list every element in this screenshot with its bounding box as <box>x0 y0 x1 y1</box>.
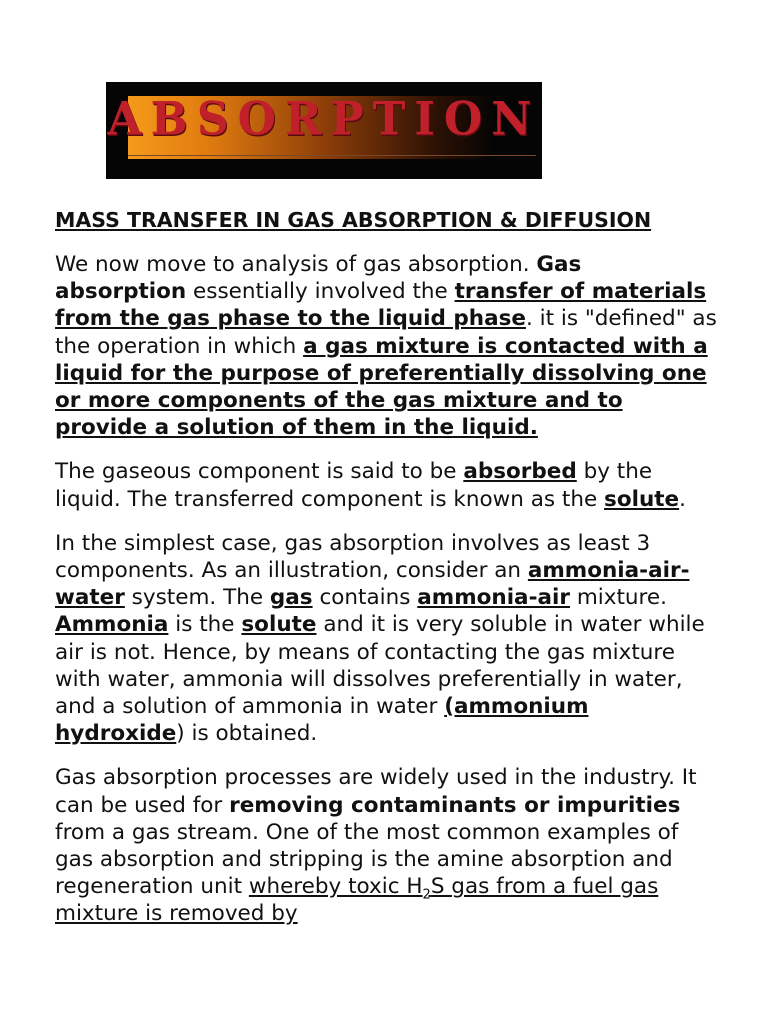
banner-title: ABSORPTION <box>107 92 541 147</box>
emphasis-term: solute <box>241 612 317 638</box>
text: and it is very soluble in water while air is not. Hence, by means of contacting the gas mixture with water, ammonia will dissolves preferentially in water, and a solution of ammonia in water <box>55 612 705 720</box>
document-title: MASS TRANSFER IN GAS ABSORPTION & DIFFUSION <box>55 208 652 232</box>
paragraph-example <box>55 530 719 748</box>
text: Gas absorption processes are widely used in the industry. It can be used for <box>55 765 697 818</box>
emphasis-phrase: transfer of materials from the gas phase to the liquid phase <box>55 279 707 332</box>
paragraph-solute <box>55 458 719 512</box>
text: system. The <box>124 585 270 611</box>
document-body <box>55 206 719 945</box>
text: The gaseous component is said to be <box>55 459 464 485</box>
emphasis-term: Ammonia <box>55 612 169 638</box>
bold-term: Gas absorption <box>55 252 582 305</box>
text: mixture. <box>569 585 667 611</box>
text: . it is "defined" as the operation in which <box>55 306 717 359</box>
text: from a gas stream. One of the most common examples of gas absorption and stripping is the amine absorption and regeneration unit <box>55 819 679 900</box>
emphasis-term: ammonia-air <box>417 585 570 611</box>
banner-underline <box>128 155 536 156</box>
emphasis-term: ammonia-air-water <box>55 558 690 611</box>
subscript: 2 <box>422 887 431 903</box>
text: essentially involved the <box>186 279 455 305</box>
text: In the simplest case, gas absorption involves as least 3 components. As an illustration, consider an <box>55 530 651 584</box>
emphasis-phrase: a gas mixture is contacted with a liquid for the purpose of preferentially dissolving one or more components of the gas mixture and to provide a solution of them in the liquid. <box>55 333 708 441</box>
text: . <box>679 486 686 512</box>
bold-term: removing contaminants or impurities <box>229 792 681 818</box>
text: contains <box>312 585 418 611</box>
paragraph-definition <box>55 251 719 441</box>
text: We now move to analysis of gas absorption. <box>55 252 537 277</box>
emphasis-term: gas <box>269 585 313 611</box>
emphasis-term: solute <box>604 486 680 512</box>
text: by the liquid. The transferred component is known as the <box>55 459 653 512</box>
text: ) is obtained. <box>176 721 318 747</box>
emphasis-term: (ammonium hydroxide <box>55 694 589 747</box>
emphasis-term: absorbed <box>463 459 577 485</box>
text: S gas from a fuel gas mixture is removed by <box>55 874 659 927</box>
paragraph-applications <box>55 764 719 927</box>
text: is the <box>168 612 242 638</box>
text: whereby toxic H <box>248 874 423 900</box>
absorption-banner <box>106 82 542 179</box>
